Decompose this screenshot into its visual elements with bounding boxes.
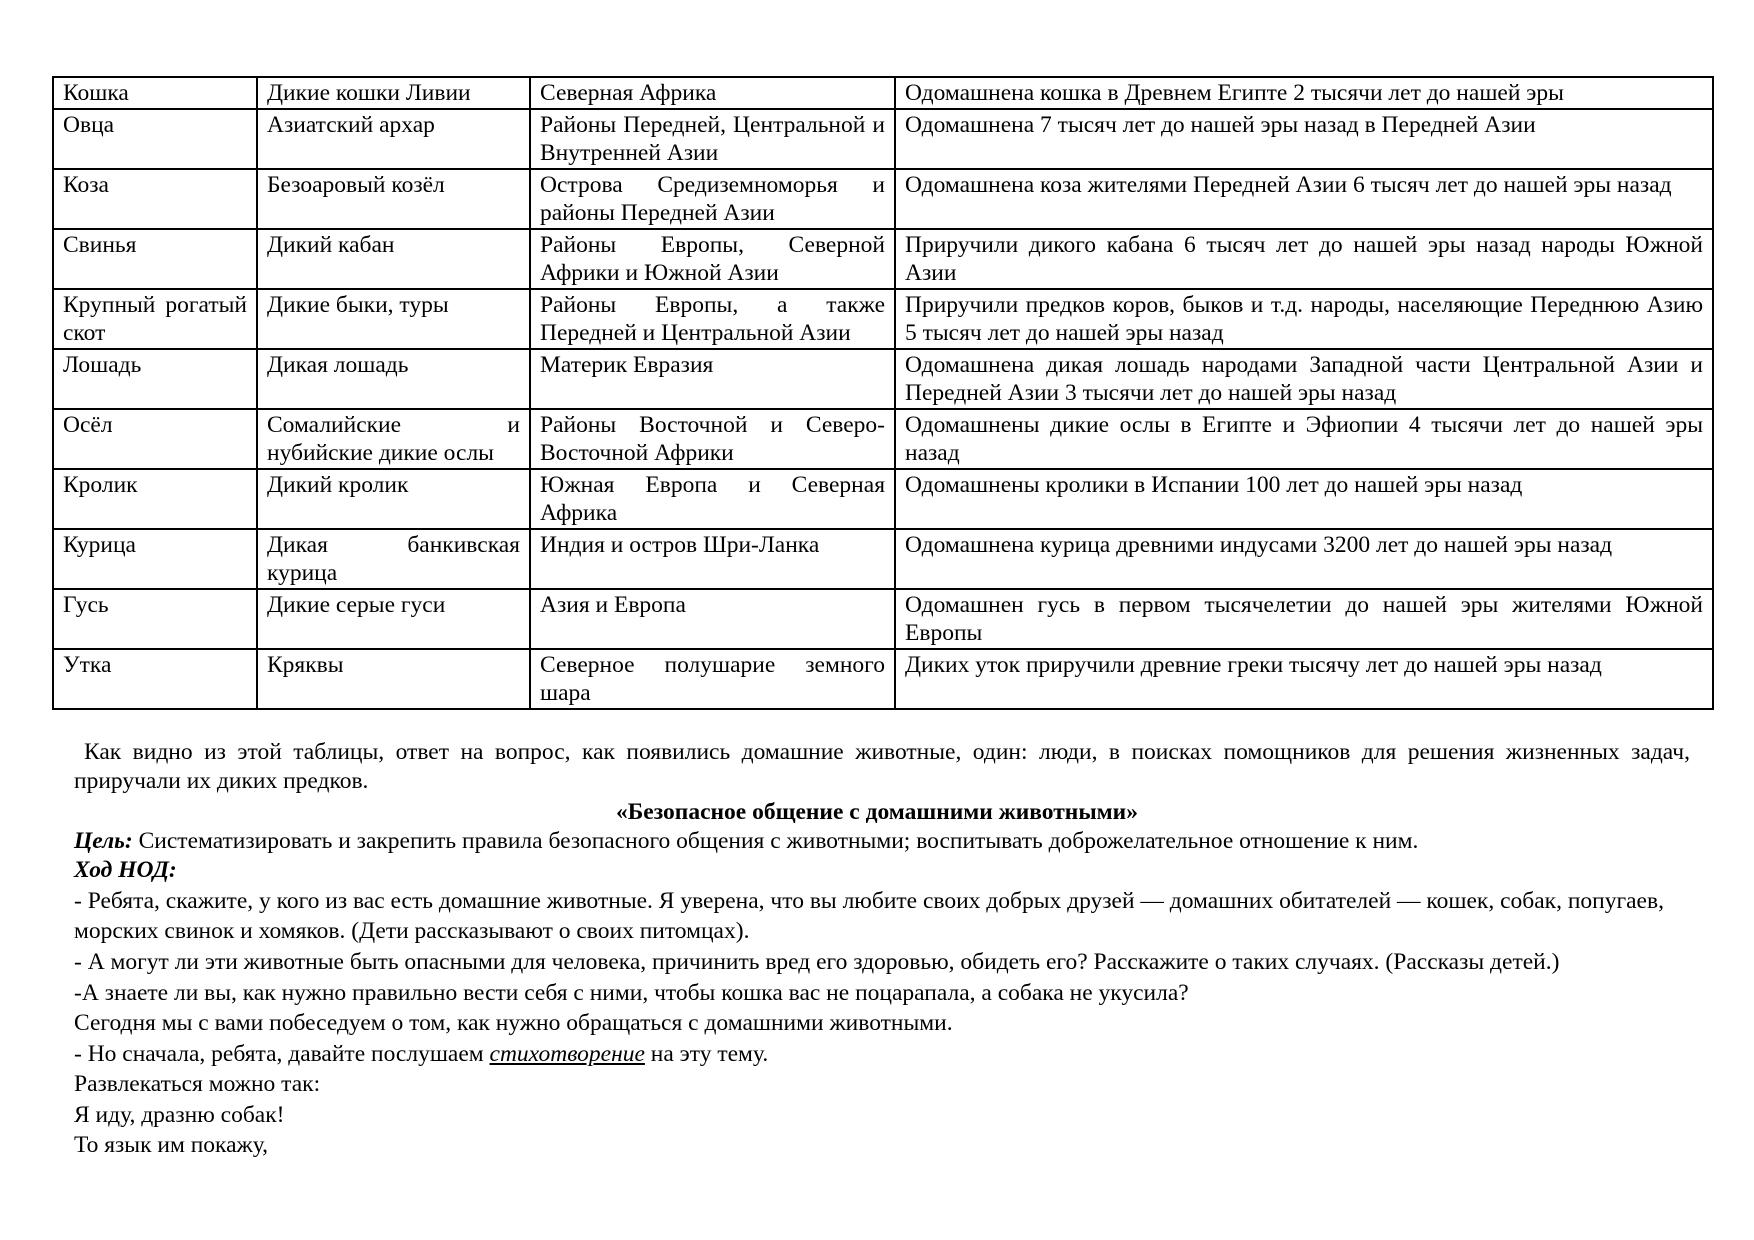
table-cell-region: Северная Африка (530, 77, 895, 109)
table-row (53, 409, 1713, 469)
table-cell-region: Районы Европы, Северной Африки и Южной Азии (530, 229, 895, 289)
table-cell-domestication-info: Диких уток приручили древние греки тысячу лет до нашей эры назад (895, 649, 1713, 709)
table-cell-animal-name: Овца (53, 109, 257, 169)
table-cell-wild-ancestor: Дикая лошадь (257, 349, 530, 409)
table-cell-region: Районы Восточной и Северо-Восточной Африки (530, 409, 895, 469)
table-cell-region: Материк Евразия (530, 349, 895, 409)
table-row (53, 77, 1713, 109)
table-row (53, 649, 1713, 709)
table-cell-region: Острова Средиземноморья и районы Передней Азии (530, 169, 895, 229)
table-cell-animal-name: Курица (53, 529, 257, 589)
table-cell-animal-name: Утка (53, 649, 257, 709)
goal-line (74, 826, 1694, 857)
table-cell-wild-ancestor: Азиатский архар (257, 109, 530, 169)
table-cell-wild-ancestor: Дикие кошки Ливии (257, 77, 530, 109)
line5-before: - Но сначала, ребята, давайте послушаем (74, 1041, 490, 1067)
table-cell-animal-name: Лошадь (53, 349, 257, 409)
poem-line-1: Развлекаться можно так: (74, 1071, 321, 1097)
table-cell-region: Северное полушарие земного шара (530, 649, 895, 709)
table-row (53, 229, 1713, 289)
table-cell-animal-name: Свинья (53, 229, 257, 289)
table-row (53, 589, 1713, 649)
hod-label-text: Ход НОД: (74, 857, 177, 883)
table-body (53, 77, 1713, 709)
poem-line-3: То язык им покажу, (74, 1132, 269, 1158)
table-row (53, 469, 1713, 529)
table-cell-wild-ancestor: Дикий кабан (257, 229, 530, 289)
goal-text: Систематизировать и закрепить правила безопасного общения с животными; воспитывать доброжелательное отношение к ним. (132, 828, 1419, 854)
table-cell-animal-name: Кошка (53, 77, 257, 109)
table-row (53, 109, 1713, 169)
table-cell-wild-ancestor: Дикий кролик (257, 469, 530, 529)
dialogue-line-1: - Ребята, скажите, у кого из вас есть домашние животные. Я уверена, что вы любите своих добрых друзей — домашних обитателей — кошек, собак, попугаев, морских свинок и хомяков. (Дети рассказывают о своих питомцах). (74, 888, 1664, 945)
table-cell-wild-ancestor: Кряквы (257, 649, 530, 709)
poem-link[interactable]: стихотворение (489, 1041, 645, 1067)
table-cell-animal-name: Коза (53, 169, 257, 229)
table-cell-domestication-info: Одомашнены кролики в Испании 100 лет до нашей эры назад (895, 469, 1713, 529)
table-cell-region: Индия и остров Шри-Ланка (530, 529, 895, 589)
domestication-table (52, 76, 1714, 710)
table-cell-region: Азия и Европа (530, 589, 895, 649)
poem-line-2: Я иду, дразню собак! (74, 1102, 285, 1128)
table-cell-domestication-info: Одомашнена дикая лошадь народами Западной части Центральной Азии и Передней Азии 3 тысячи лет до нашей эры назад (895, 349, 1713, 409)
table-row (53, 349, 1713, 409)
table-cell-animal-name: Крупный рогатый скот (53, 289, 257, 349)
dialogue-line-5 (74, 1039, 1694, 1070)
table-cell-wild-ancestor: Сомалийские и нубийские дикие ослы (257, 409, 530, 469)
table-row (53, 169, 1713, 229)
table-cell-domestication-info: Одомашнена кошка в Древнем Египте 2 тысячи лет до нашей эры (895, 77, 1713, 109)
table-cell-region: Районы Передней, Центральной и Внутренней Азии (530, 109, 895, 169)
dialogue-line-3: -А знаете ли вы, как нужно правильно вести себя с ними, чтобы кошка вас не поцарапала, а собака не укусила? (74, 980, 1189, 1006)
lesson-title: «Безопасное общение с домашними животными» (616, 799, 1138, 825)
table-cell-domestication-info: Одомашнена коза жителями Передней Азии 6 тысяч лет до нашей эры назад (895, 169, 1713, 229)
table-cell-domestication-info: Одомашнены дикие ослы в Египте и Эфиопии 4 тысячи лет до нашей эры назад (895, 409, 1713, 469)
table-row (53, 289, 1713, 349)
table-cell-animal-name: Осёл (53, 409, 257, 469)
table-cell-domestication-info: Одомашнена 7 тысяч лет до нашей эры назад в Передней Азии (895, 109, 1713, 169)
table-cell-domestication-info: Одомашнен гусь в первом тысячелетии до нашей эры жителями Южной Европы (895, 589, 1713, 649)
table-cell-domestication-info: Приручили дикого кабана 6 тысяч лет до нашей эры назад народы Южной Азии (895, 229, 1713, 289)
table-cell-domestication-info: Приручили предков коров, быков и т.д. народы, населяющие Переднюю Азию 5 тысяч лет до нашей эры назад (895, 289, 1713, 349)
hod-label (74, 855, 1694, 886)
table-cell-region: Районы Европы, а также Передней и Центральной Азии (530, 289, 895, 349)
table-conclusion: Как видно из этой таблицы, ответ на вопрос, как появились домашние животные, один: люди, в поисках помощников для решения жизненных задач, приручали их диких предков. (74, 739, 1690, 794)
table-cell-wild-ancestor: Безоаровый козёл (257, 169, 530, 229)
table-cell-region: Южная Европа и Северная Африка (530, 469, 895, 529)
line5-after: на эту тему. (644, 1041, 769, 1067)
table-cell-wild-ancestor: Дикая банкивская курица (257, 529, 530, 589)
table-row (53, 529, 1713, 589)
table-cell-wild-ancestor: Дикие быки, туры (257, 289, 530, 349)
dialogue-line-4: Сегодня мы с вами побеседуем о том, как нужно обращаться с домашними животными. (74, 1010, 953, 1036)
table-cell-animal-name: Гусь (53, 589, 257, 649)
table-cell-wild-ancestor: Дикие серые гуси (257, 589, 530, 649)
table-cell-domestication-info: Одомашнена курица древними индусами 3200 лет до нашей эры назад (895, 529, 1713, 589)
dialogue-line-2: - А могут ли эти животные быть опасными для человека, причинить вред его здоровью, обидеть его? Расскажите о таких случаях. (Рассказы детей.) (74, 949, 1560, 975)
table-cell-animal-name: Кролик (53, 469, 257, 529)
goal-label: Цель: (74, 828, 133, 854)
